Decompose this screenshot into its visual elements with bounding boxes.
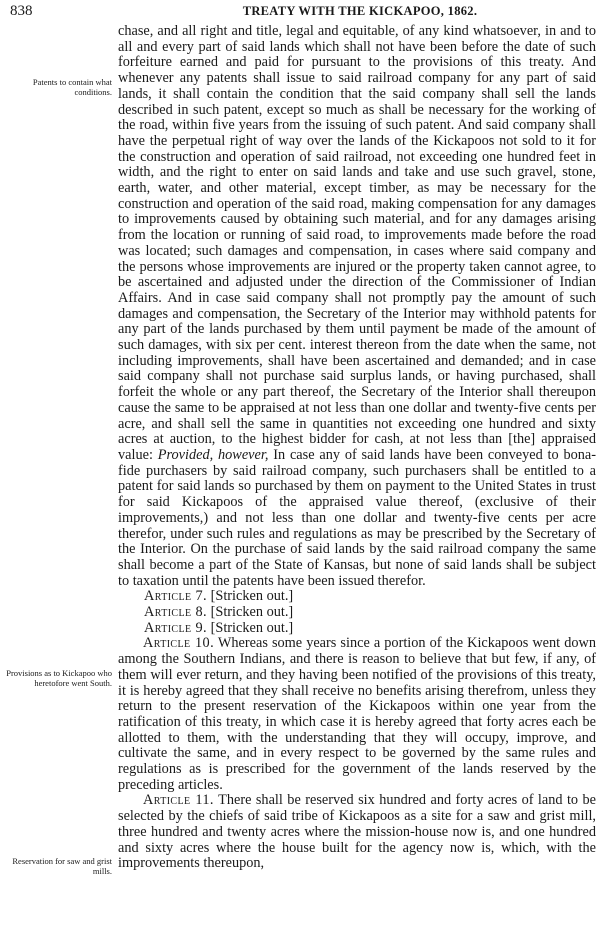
- article-label: Article 7.: [144, 588, 208, 605]
- proviso-italic: Provided, however,: [157, 446, 269, 463]
- article-label: Article 10.: [143, 635, 215, 652]
- paragraph-text: chase, and all right and title, legal and equitable, of any kind whatsoever, in and to all and every part of said lands which shall not have been before the date of such forfeiture earned and paid for pursuant to the provisions of this treaty. And whenever any patents shall issue to said railroad company for any part of said lands, it shall contain the condition that the said company shall sell the lands described in such patent, except so much as shall be necessary for the working of the road, within five years from the issuing of such patent. And said company shall have the perpetual right of way over the lands of the Kickapoos not sold to it for the construction and operation of said railroad, not exceeding one hundred feet in width, and the right to enter on said lands and take and use such gravel, stone, earth, water, and other material, except timber, as may be necessary for the construction and operation of the said road, making compensation for any damages to improvements caused by obtaining such material, and for any damages arising from the location or running of said road, to improvements made before the road was located; such damages and compensation, in cases where said company and the persons whose improvements are injured or the property taken cannot agree, to be ascertained and adjusted under the direction of the Commissioner of Indian Affairs. And in case said company shall not promptly pay the amount of such damages and compensation, the Secretary of the Interior may withhold patents for any part of the lands purchased by them until payment be made of the amount of such damages, with six per cent. interest thereon from the date when the same, not including improvements, shall have been ascertained and demanded; and in case said company shall not purchase said surplus lands, or having purchased, shall forfeit the whole or any part thereof, the Secretary of the Interior shall thereupon cause the same to be appraised at not less than one dollar and twenty-five cents per acre, and shall sell the same in quantities not exceeding one hundred and sixty acres at auction, to the highest bidder for cash, at not less than [the] appraised value:: [118, 23, 596, 463]
- article-text: [Stricken out.]: [210, 619, 294, 636]
- article-9: [144, 621, 596, 637]
- article-label: Article 9.: [144, 619, 208, 636]
- article-label: Article 11.: [143, 792, 214, 809]
- margin-note-kickapoo-south: Provisions as to Kickapoo who heretofore went South.: [6, 668, 112, 688]
- article-8: [144, 605, 596, 621]
- article-10: [118, 636, 596, 793]
- running-head: TREATY WITH THE KICKAPOO, 1862.: [242, 4, 478, 18]
- article-text: [Stricken out.]: [210, 588, 294, 605]
- main-text-column: [118, 24, 596, 872]
- article-11: [118, 793, 596, 872]
- article-7: [144, 589, 596, 605]
- page-number: 838: [10, 3, 33, 19]
- article-text: Whereas some years since a portion of the Kickapoos went down among the Southern Indians, and there is reason to believe that but few, if any, of them will ever return, and they having been notified of the provisions of this treaty, it is hereby agreed that they shall receive no benefits arising therefrom, unless they return to the present reservation of the Kickapoos within one year from the ratification of this treaty, in which case it is hereby agreed that forty acres each be allotted to them, with the understanding that they will occupy, improve, and cultivate the same, and in every respect to be governed by the same rules and regulations as is prescribed for the government of the lands reserved by the preceding articles.: [118, 635, 596, 793]
- margin-note-mills: Reservation for saw and grist mills.: [12, 856, 112, 876]
- paragraph-tail: In case any of said lands have been conveyed to bona-fide purchasers by said railroad company, such purchasers shall be entitled to a patent for said lands so purchased by them on payment to the United States in trust for said Kickapoos of the appraised value thereof, (exclusive of their improvements,) and not less than one dollar and twenty-five cents per acre therefor, under such rules and regulations as may be prescribed by the Secretary of the Interior. On the purchase of said lands by the said railroad company the same shall become a part of the State of Kansas, but none of said lands shall be subject to taxation until the patents have been issued therefor.: [118, 446, 596, 589]
- margin-note-patents: Patents to contain what conditions.: [32, 77, 112, 97]
- article-text: There shall be reserved six hundred and forty acres of land to be selected by the chiefs of said tribe of Kickapoos as a site for a saw and grist mill, three hundred and twenty acres where the mission-house now is, and one hundred and sixty acres where the house built for the agency now is, which, with the improvements thereupon,: [118, 792, 597, 872]
- article-label: Article 8.: [144, 604, 208, 621]
- paragraph-continuation: [118, 24, 596, 589]
- article-text: [Stricken out.]: [210, 604, 294, 621]
